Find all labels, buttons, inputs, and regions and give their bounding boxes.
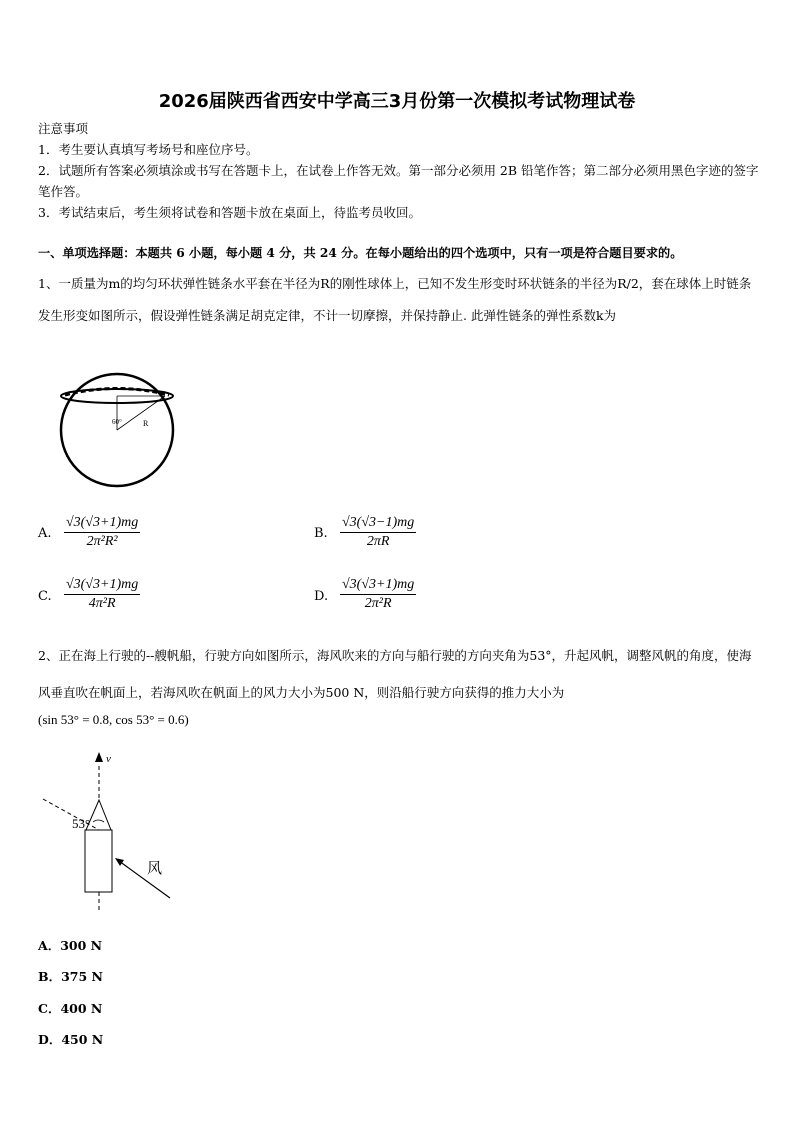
- notice-item-1: 1．考生要认真填写考场号和座位序号。: [38, 142, 259, 157]
- q1-option-b-num: √3(√3−1)mg: [340, 515, 416, 533]
- q1-option-d-fraction: [340, 577, 416, 612]
- wind-arrowhead: [115, 858, 124, 866]
- q2-option-c: C．400 N: [38, 1001, 103, 1016]
- exam-title: 2026届陕西省西安中学高三3月份第一次模拟考试物理试卷: [158, 91, 636, 112]
- q2-stem: 2、正在海上行驶的--艘帆船，行驶方向如图所示，海风吹来的方向与船行驶的方向夹角为53°，升起风帆，调整风帆的角度，使海风垂直吹在帆面上，若海风吹在帆面上的风力大小为500 N，则沿船行驶方向获得的推力大小为: [38, 648, 752, 700]
- q2-sailboat-figure: [38, 750, 188, 915]
- q1-option-a-num: √3(√3+1)mg: [64, 515, 140, 533]
- q1-option-c-fraction: [64, 577, 140, 612]
- q1-option-a-den: 2π²R²: [86, 534, 118, 549]
- angle-label: 53°: [72, 816, 91, 831]
- q1-option-c-num: √3(√3+1)mg: [64, 577, 140, 595]
- q2-option-a: A．300 N: [38, 938, 103, 953]
- q1-stem: 1、一质量为m的均匀环状弹性链条水平套在半径为R的刚性球体上，已知不发生形变时环状链条的半径为R/2，套在球体上时链条发生形变如图所示，假设弹性链条满足胡克定律，不计一切摩擦，并保持静止. 此弹性链条的弹性系数k为: [38, 276, 752, 323]
- boat-hull: [85, 830, 112, 892]
- q1-option-b-fraction: [340, 515, 416, 550]
- notice-item-3: 3．考试结束后，考生须将试卷和答题卡放在桌面上，待监考员收回。: [38, 205, 421, 220]
- q2-given-values: (sin 53° = 0.8, cos 53° = 0.6): [38, 712, 189, 727]
- q1-option-d-letter: D.: [314, 589, 329, 604]
- q2-option-b: B．375 N: [38, 969, 103, 984]
- q1-option-b-letter: B.: [314, 526, 328, 541]
- q1-option-c-letter: C.: [38, 589, 52, 604]
- velocity-label: v: [106, 753, 111, 765]
- notice-item-2: 2．试题所有答案必须填涂或书写在答题卡上，在试卷上作答无效。第一部分必须用 2B 铅笔作答；第二部分必须用黑色字迹的签字笔作答。: [38, 163, 759, 199]
- slanted-radius: [117, 396, 165, 430]
- angle-label: 60°: [112, 418, 122, 426]
- q1-option-d-num: √3(√3+1)mg: [340, 577, 416, 595]
- q1-option-b-den: 2πR: [366, 534, 390, 549]
- q1-option-c-den: 4π²R: [88, 596, 116, 611]
- radius-label: R: [143, 419, 149, 428]
- wind-arrow: [119, 861, 170, 898]
- wind-label: 风: [147, 859, 163, 877]
- notice-heading: 注意事项: [38, 121, 89, 136]
- section-heading: 一、单项选择题：本题共 6 小题，每小题 4 分，共 24 分。在每小题给出的四个选项中，只有一项是符合题目要求的。: [38, 246, 683, 260]
- q1-option-d-den: 2π²R: [364, 596, 392, 611]
- q1-option-a-fraction: [64, 515, 140, 550]
- q1-option-a-letter: A.: [38, 526, 52, 541]
- velocity-arrowhead: [95, 752, 103, 762]
- chain-back: [65, 389, 169, 396]
- q1-sphere-figure: [55, 362, 187, 492]
- q2-option-d: D．450 N: [38, 1032, 104, 1047]
